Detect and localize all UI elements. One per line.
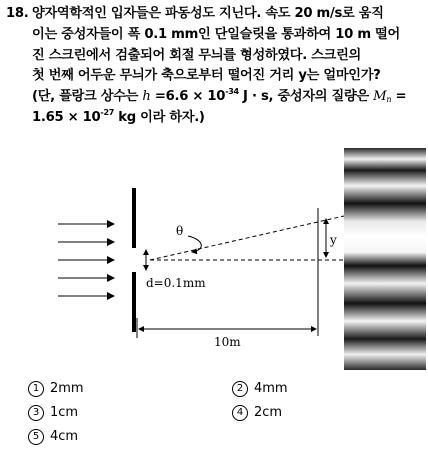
- slit-width-label: d=0.1mm: [146, 276, 206, 290]
- question-number: 18.: [6, 6, 29, 21]
- question-line-6: $1.65 \times 10^{-27}$ kg 이라 하자.): [32, 107, 205, 125]
- planck-symbol: h: [142, 89, 151, 105]
- slit-barrier: [132, 188, 136, 332]
- question-line-3: 진 스크린에서 검출되어 회절 무늬를 형성하였다. 스크린의: [32, 47, 361, 63]
- question-line-1: 18. 양자역학적인 입자들은 파동성도 지닌다. 속도 20 m/s로 움직: [6, 4, 426, 25]
- distance-label: 10m: [214, 335, 241, 349]
- choice-4[interactable]: 4 2cm: [232, 405, 282, 421]
- diffraction-pattern: [344, 148, 426, 370]
- theta-label: θ: [176, 224, 184, 238]
- choice-1[interactable]: 1 2mm: [28, 381, 84, 397]
- diffracted-ray: [150, 216, 344, 260]
- question-line-2: 이는 중성자들이 폭 0.1 mm인 단일슬릿을 통과하여 10 m 떨어: [32, 26, 400, 42]
- choice-2[interactable]: 2 4mm: [232, 381, 288, 397]
- single-slit-diagram: [0, 148, 428, 373]
- question-line-5: (단, 플랑크 상수는 $h =6.6 \times 10^{-34}$ J · s, 중성자의 질량은 $M_n$ =: [32, 87, 407, 105]
- question-line-4: 첫 번째 어두운 무늬가 축으로부터 떨어진 거리 y는 얼마인가?: [32, 68, 381, 84]
- mass-symbol: M: [373, 89, 387, 105]
- choice-5[interactable]: 5 4cm: [28, 429, 78, 445]
- choice-3[interactable]: 3 1cm: [28, 405, 78, 421]
- incident-beam-arrows: [58, 224, 114, 296]
- y-label: y: [330, 233, 337, 247]
- question-text: [6, 4, 426, 129]
